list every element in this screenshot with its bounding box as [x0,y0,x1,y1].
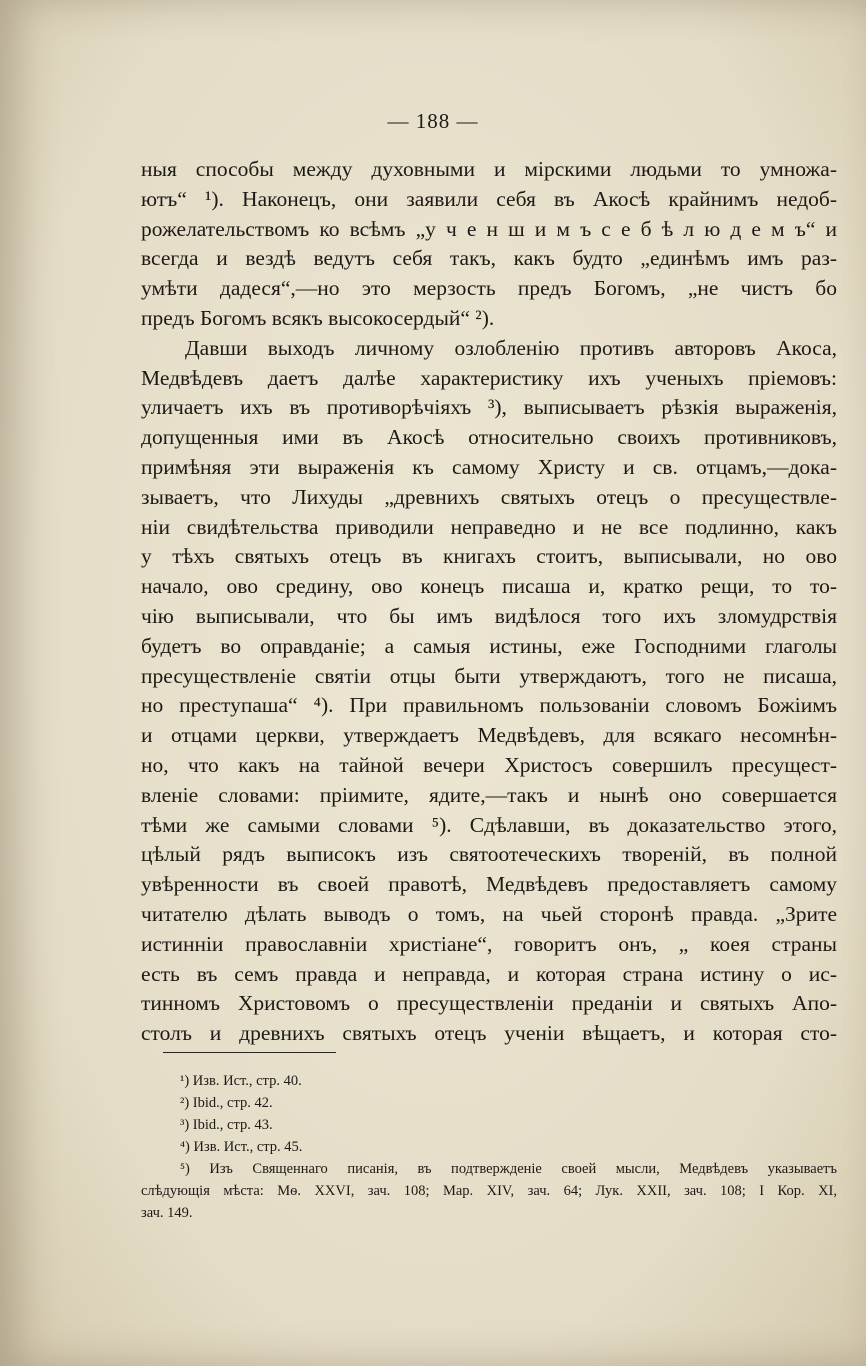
text-line: вленіе словами: пріимите, ядите,—такъ и нынѣ оно совершается [141,782,837,807]
text-line: Медвѣдевъ даетъ далѣе характеристику ихъ ученыхъ пріемовъ: [141,365,837,390]
page-number: — 188 — [387,109,479,133]
text-line: примѣняя эти выраженія къ самому Христу и св. отцамъ,—дока- [141,454,837,479]
text-line: умѣти дадеся“,—но это мерзость предъ Богомъ, „не чистъ бо [141,276,837,301]
text-line: ютъ“ ¹). Наконецъ, они заявили себя въ Акосѣ крайнимъ недоб- [141,186,837,211]
footnote-line: слѣдующія мѣста: Мѳ. XXVI, зач. 108; Мар. XIV, зач. 64; Лук. XXII, зач. 108; I Кор. XI, [141,1183,837,1199]
text-line: тинномъ Христовомъ о пресуществленіи преданіи и святыхъ Апо- [141,991,837,1016]
text-line: и отцами церкви, утверждаетъ Медвѣдевъ, для всякаго несомнѣн- [141,723,837,748]
text-line: читателю дѣлать выводъ о томъ, на чьей сторонѣ правда. „Зрите [141,901,837,926]
body-text [141,155,837,1049]
text-line: но преступаша“ ⁴). При правильномъ пользованіи словомъ Божіимъ [141,693,837,718]
text-line: всегда и вездѣ ведутъ себя такъ, какъ будто „единѣмъ имъ раз- [141,246,837,271]
text-line: рожелательствомъ ко всѣмъ „у ч е н ш и м ъ с е б ѣ л ю д е м ъ“ и [141,216,837,241]
text-line: допущенныя ими въ Акосѣ относительно своихъ противниковъ, [141,425,837,450]
footnote-line: ¹) Изв. Ист., стр. 40. [180,1073,302,1089]
footnote-line: ⁴) Изв. Ист., стр. 45. [180,1139,303,1155]
text-line: увѣренности въ своей правотѣ, Медвѣдевъ предоставляетъ самому [141,872,837,897]
footnote-line: ⁵) Изъ Священнаго писанія, въ подтвержденіе своей мысли, Медвѣдевъ указываетъ [180,1161,837,1177]
footnote-line: зач. 149. [141,1205,193,1221]
text-line: предъ Богомъ всякъ высокосердый“ ²). [141,305,495,330]
text-line: у тѣхъ святыхъ отецъ въ книгахъ стоитъ, выписывали, но ово [141,544,837,569]
text-line: есть въ семъ правда и неправда, и которая страна истину о ис- [141,961,837,986]
text-line: Давши выходъ личному озлобленію противъ авторовъ Акоса, [185,335,837,360]
text-line: ныя способы между духовными и мірскими людьми то умножа- [141,157,837,181]
text-line: зываетъ, что Лихуды „древнихъ святыхъ отецъ о пресуществле- [141,484,837,509]
footnote-line: ²) Ibid., стр. 42. [180,1095,273,1111]
text-line: цѣлый рядъ выписокъ изъ святоотеческихъ твореній, въ полной [141,842,837,867]
footnote-line: ³) Ibid., стр. 43. [180,1117,273,1133]
footnote-divider [163,1052,336,1053]
text-line: начало, ово средину, ово конецъ писаша и, кратко рещи, то то- [141,574,837,599]
text-line: пресуществленіе святіи отцы быти утверждаютъ, того не писаша, [141,663,837,688]
text-line: чію выписывали, что бы имъ видѣлося того ихъ зломудрствія [141,603,837,628]
text-line: истинніи православніи христіане“, говоритъ онъ, „ коея страны [141,931,837,956]
text-line: будетъ во оправданіе; а самыя истины, еже Господними глаголы [141,633,837,658]
footnotes [141,1070,837,1224]
text-line: столъ и древнихъ святыхъ отецъ ученіи вѣщаетъ, и которая сто- [141,1021,837,1046]
text-line: но, что какъ на тайной вечери Христосъ совершилъ пресущест- [141,752,837,777]
text-line: ніи свидѣтельства приводили неправедно и не все подлинно, какъ [141,514,837,539]
text-line: тѣми же самыми словами ⁵). Сдѣлавши, въ доказательство этого, [141,812,837,837]
text-line: уличаетъ ихъ въ противорѣчіяхъ ³), выписываетъ рѣзкія выраженія, [141,395,837,420]
